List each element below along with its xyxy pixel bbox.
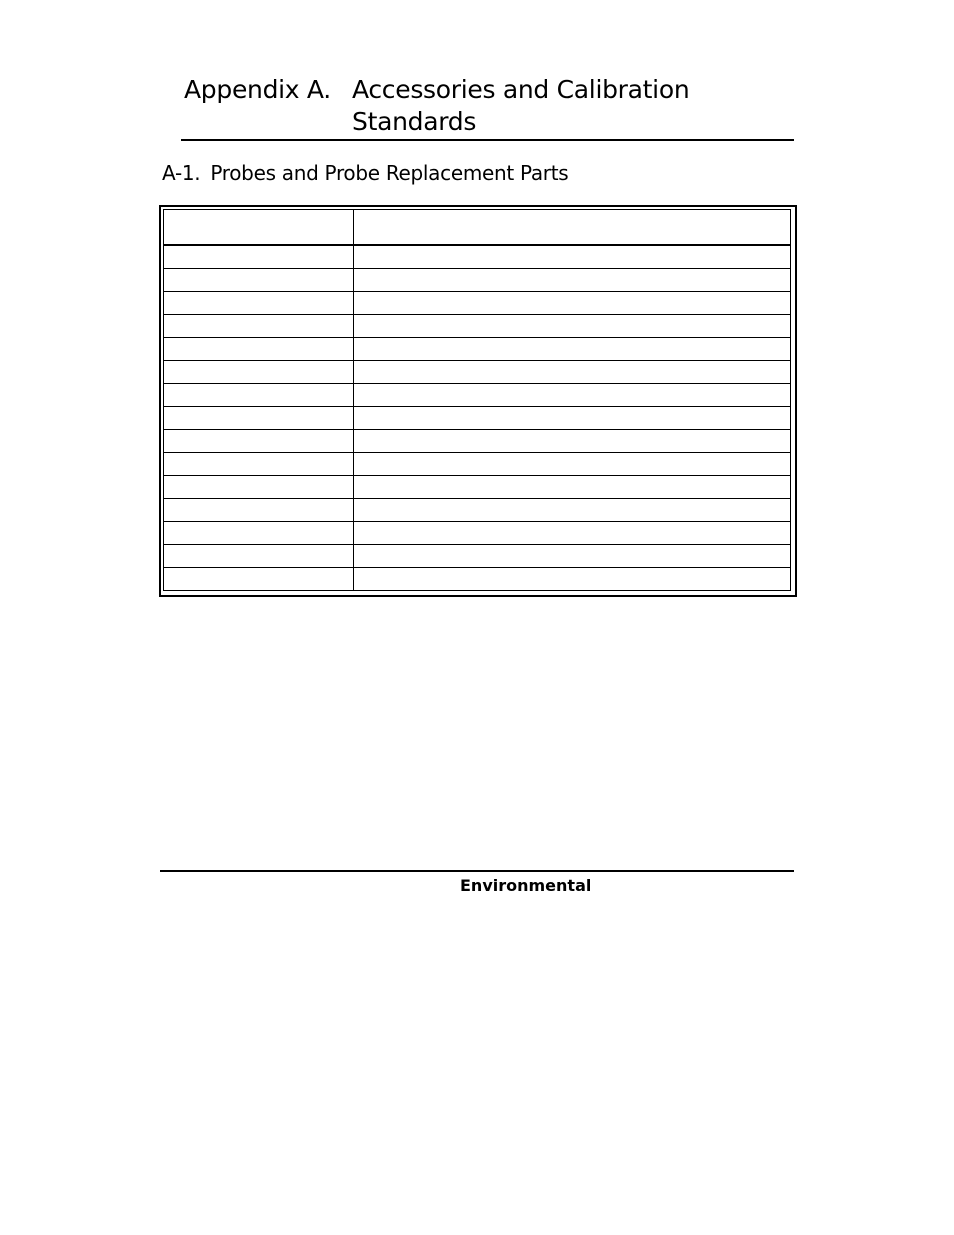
table-row (164, 245, 790, 269)
table-cell (353, 292, 790, 315)
appendix-label: Appendix A. (184, 75, 331, 104)
table-cell (164, 361, 353, 384)
table-cell (164, 476, 353, 499)
table-cell (353, 245, 790, 269)
table-cell (164, 338, 353, 361)
table-cell (353, 315, 790, 338)
table-cell (164, 245, 353, 269)
table-row (164, 499, 790, 522)
table-body (164, 245, 790, 590)
table-cell (353, 499, 790, 522)
table-cell (164, 499, 353, 522)
table-cell (353, 430, 790, 453)
table-row (164, 430, 790, 453)
table-header-cell (353, 210, 790, 245)
table-cell (353, 269, 790, 292)
table-cell (164, 568, 353, 591)
table-row (164, 384, 790, 407)
table-cell (164, 407, 353, 430)
table-cell (164, 292, 353, 315)
table-cell (353, 407, 790, 430)
table-cell (164, 269, 353, 292)
table-cell (353, 361, 790, 384)
table-header-row (164, 210, 790, 245)
table-row (164, 522, 790, 545)
table-cell (353, 476, 790, 499)
table-cell (353, 384, 790, 407)
section-title: Probes and Probe Replacement Parts (210, 161, 569, 185)
table-row (164, 545, 790, 568)
appendix-title: Accessories and Calibration Standards (352, 75, 690, 136)
table-cell (353, 545, 790, 568)
section-number: A-1. (162, 161, 201, 185)
parts-table (164, 210, 790, 590)
table-row (164, 568, 790, 591)
table-header-cell (164, 210, 353, 245)
footer-text: Environmental (460, 876, 592, 895)
table-cell (164, 384, 353, 407)
table-row (164, 269, 790, 292)
parts-table-container (163, 209, 791, 591)
heading-rule (181, 139, 794, 141)
table-cell (353, 522, 790, 545)
table-row (164, 292, 790, 315)
table-cell (164, 315, 353, 338)
table-row (164, 361, 790, 384)
table-cell (353, 453, 790, 476)
section-heading (162, 160, 568, 186)
table-cell (164, 453, 353, 476)
footer-rule (160, 870, 794, 872)
table-row (164, 407, 790, 430)
table-row (164, 338, 790, 361)
table-cell (164, 522, 353, 545)
table-row (164, 315, 790, 338)
table-cell (353, 568, 790, 591)
table-cell (164, 545, 353, 568)
table-row (164, 453, 790, 476)
table-row (164, 476, 790, 499)
table-cell (164, 430, 353, 453)
table-cell (353, 338, 790, 361)
